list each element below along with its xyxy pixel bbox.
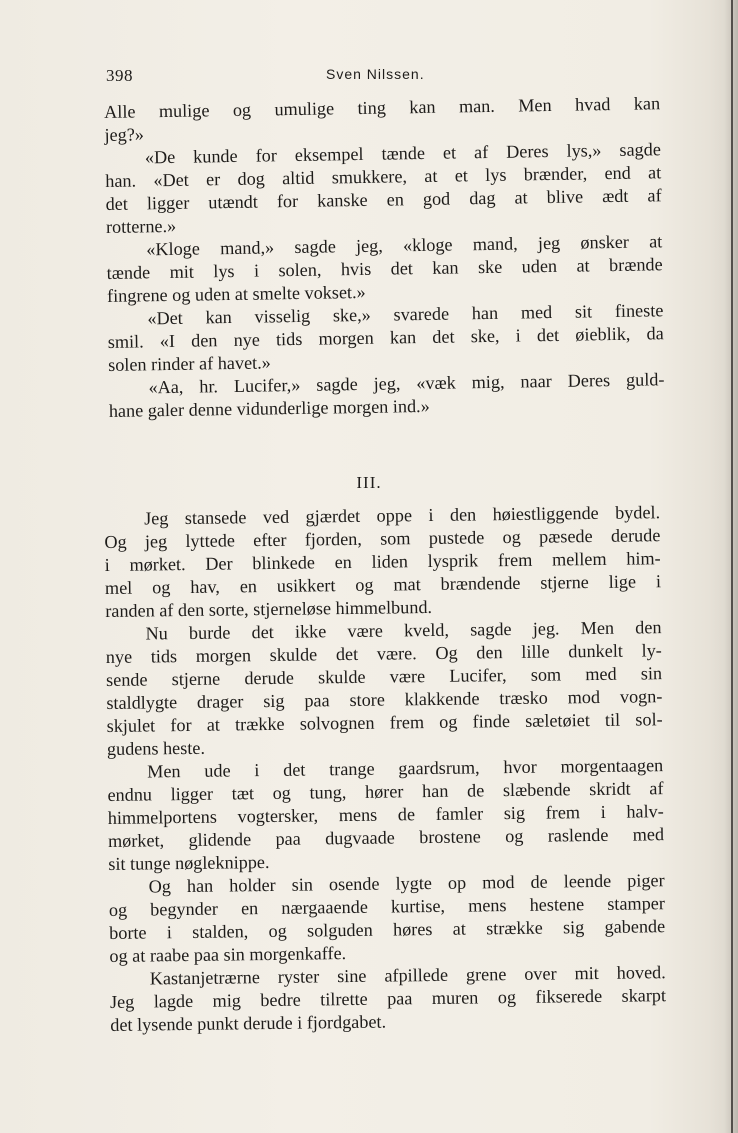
text-line: borte i stalden, og solguden høres at strække sig gabende <box>109 916 666 943</box>
text-line: staldlygte drager sig paa store klakkende træsko mod vogn- <box>106 686 663 713</box>
text-line: Men ude i det trange gaardsrum, hvor morgentaagen <box>147 755 664 782</box>
text-line: mørket, glidende paa dugvaade brostene og raslende med <box>107 824 665 851</box>
text-line: Og jeg lyttede efter fjorden, som pustede og pæsede derude <box>104 525 661 552</box>
text-line: himmelportens vogtersker, mens de famler sig frem i halv- <box>107 801 664 828</box>
text-line: rotterne.» <box>105 215 177 237</box>
text-line: sit tunge nøgleknippe. <box>108 852 270 874</box>
text-line: Jeg lagde mig bedre tilrette paa muren og fikserede skarpt <box>109 985 667 1012</box>
text-line: randen af den sorte, stjerneløse himmelbund. <box>105 597 433 621</box>
text-line: Kastanjetrærne ryster sine afpillede grene over mit hoved. <box>149 962 666 989</box>
text-block-dialogue <box>104 92 665 423</box>
page-header <box>106 66 666 90</box>
text-line: jeg?» <box>104 124 145 145</box>
text-line: smil. «I den nye tids morgen kan det ske, i det øieblik, da <box>107 323 664 352</box>
text-line: «De kunde for eksempel tænde et af Deres lys,» sagde <box>144 139 661 168</box>
text-line: «Det kan visselig ske,» svarede han med sit fineste <box>147 300 664 329</box>
running-head: Sven Nilssen. <box>326 66 425 82</box>
text-line: mel og hav, en usikkert og mat brændende stjerne lige i <box>104 571 662 598</box>
text-block-section-three <box>104 501 666 1037</box>
text-line: hane galer denne vidunderlige morgen ind.» <box>108 395 430 421</box>
text-line: gudens heste. <box>106 737 206 759</box>
text-line: endnu ligger tæt og tung, hører han de slæbende skridt af <box>107 778 664 805</box>
text-line: Nu burde det ikke være kveld, sagde jeg. Men den <box>145 617 662 644</box>
text-line: solen rinder af havet.» <box>107 352 271 375</box>
text-line: Jeg stansede ved gjærdet oppe i den høiestliggende bydel. <box>144 502 661 529</box>
page-edge-line <box>731 0 733 1133</box>
text-line: nye tids morgen skulde det være. Og den lille dunkelt ly- <box>105 640 662 667</box>
page-number: 398 <box>106 66 133 85</box>
text-line: og at raabe paa sin morgenkaffe. <box>109 943 347 966</box>
text-line: fingrene og uden at smelte vokset.» <box>106 281 366 306</box>
text-line: sende stjerne derude skulde være Lucifer, som med sin <box>105 663 663 690</box>
text-line: det ligger utændt for kanske en god dag at blive ædt af <box>105 185 662 214</box>
text-line: Og han holder sin osende lygte op mod de leende piger <box>148 870 665 897</box>
text-line: i mørket. Der blinkede en liden lysprik frem mellem him- <box>104 548 661 575</box>
text-line: han. «Det er dog altid smukkere, at et lys brænder, end at <box>105 162 662 191</box>
text-line: Alle mulige og umulige ting kan man. Men hvad kan <box>104 93 661 122</box>
text-line: og begynder en nærgaaende kurtise, mens hestene stamper <box>108 893 665 920</box>
text-line: tænde mit lys i solen, hvis det kan ske uden at brænde <box>106 254 663 283</box>
text-line: «Aa, hr. Lucifer,» sagde jeg, «væk mig, naar Deres guld- <box>148 369 665 398</box>
text-line: det lysende punkt derude i fjordgabet. <box>110 1011 387 1035</box>
text-line: skjulet for at trække solvognen frem og finde sæletøiet til sol- <box>106 709 663 736</box>
section-heading: III. <box>356 473 382 492</box>
text-line: «Kloge mand,» sagde jeg, «kloge mand, jeg ønsker at <box>146 231 663 260</box>
